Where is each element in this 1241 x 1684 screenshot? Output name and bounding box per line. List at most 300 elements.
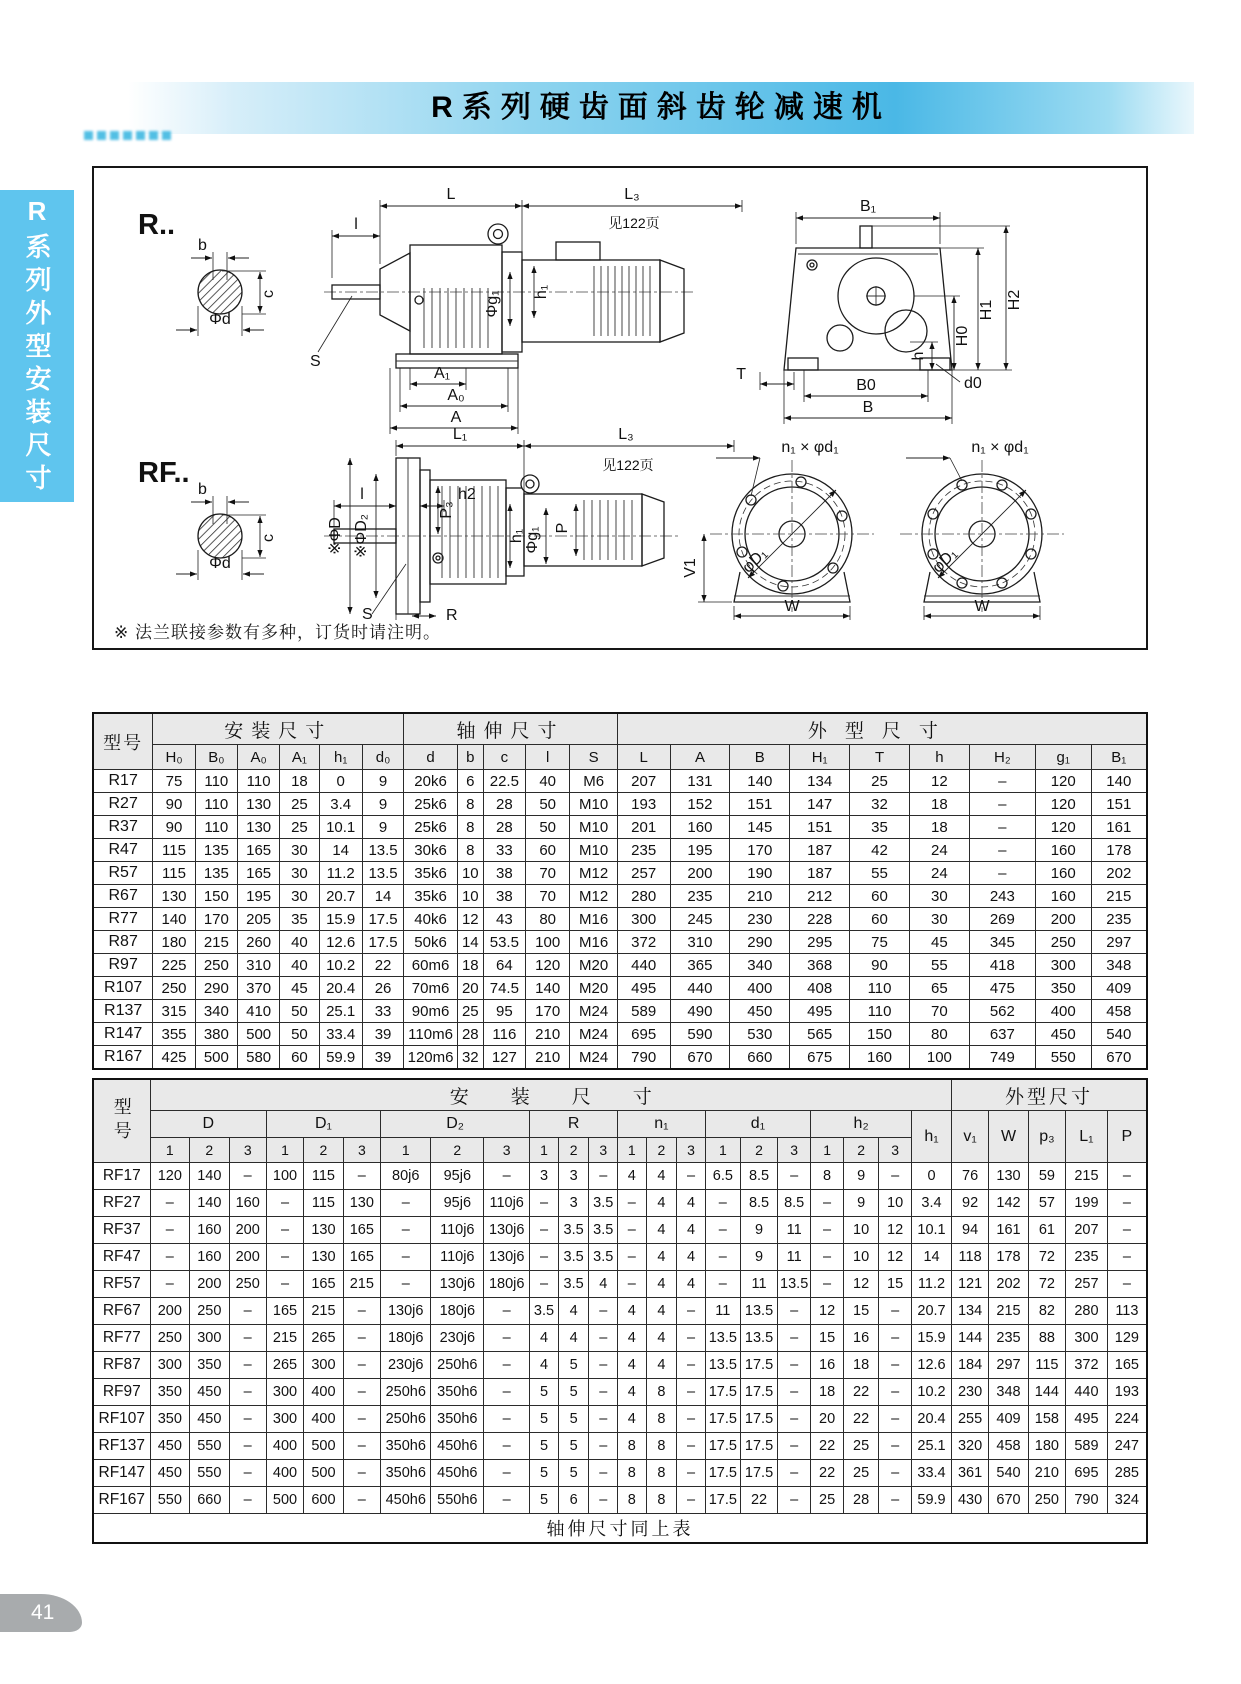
- value-cell: 324: [1107, 1487, 1147, 1514]
- value-cell: 92: [951, 1190, 988, 1217]
- model-cell: RF167: [93, 1487, 150, 1514]
- value-cell: 4: [677, 1217, 706, 1244]
- value-cell: 10: [844, 1217, 879, 1244]
- value-cell: 8: [646, 1406, 677, 1433]
- value-cell: 4: [618, 1406, 647, 1433]
- value-cell: 495: [790, 1000, 850, 1023]
- value-cell: –: [811, 1190, 844, 1217]
- dim-B: B: [862, 399, 874, 416]
- table-row: [93, 1244, 1147, 1271]
- value-cell: 42: [850, 839, 910, 862]
- value-cell: –: [677, 1352, 706, 1379]
- value-cell: 670: [989, 1487, 1029, 1514]
- value-cell: 600: [304, 1487, 344, 1514]
- value-cell: 8.5: [778, 1190, 811, 1217]
- value-cell: 115: [153, 839, 195, 862]
- value-cell: 8: [811, 1163, 844, 1190]
- value-cell: –: [343, 1298, 380, 1325]
- value-cell: –: [229, 1487, 266, 1514]
- value-cell: 200: [190, 1271, 230, 1298]
- value-cell: 300: [266, 1406, 303, 1433]
- dim-L1: L₁: [452, 426, 468, 443]
- value-cell: –: [705, 1217, 740, 1244]
- value-cell: 60m6: [404, 954, 458, 977]
- value-cell: 4: [530, 1325, 559, 1352]
- value-cell: 235: [1091, 908, 1147, 931]
- value-cell: 24: [909, 862, 969, 885]
- value-cell: 120: [1035, 793, 1091, 816]
- value-cell: 25: [280, 793, 319, 816]
- value-cell: 115: [304, 1190, 344, 1217]
- value-cell: 228: [790, 908, 850, 931]
- brand-logo: [84, 131, 172, 140]
- value-cell: 450: [1035, 1023, 1091, 1046]
- value-cell: –: [229, 1433, 266, 1460]
- value-cell: M16: [570, 931, 618, 954]
- value-cell: 3.5: [530, 1298, 559, 1325]
- value-cell: 450: [190, 1379, 230, 1406]
- value-cell: –: [266, 1271, 303, 1298]
- value-cell: 8: [618, 1487, 647, 1514]
- dim-A1: A₁: [433, 365, 451, 382]
- value-cell: 3: [558, 1190, 589, 1217]
- model-cell: R37: [93, 816, 153, 839]
- value-cell: 26: [362, 977, 403, 1000]
- dim-phi-D: ※ΦD: [327, 517, 344, 555]
- value-cell: 100: [909, 1046, 969, 1070]
- value-cell: –: [618, 1190, 647, 1217]
- value-cell: 450h6: [431, 1433, 484, 1460]
- value-cell: 670: [670, 1046, 730, 1070]
- value-cell: 12: [457, 908, 483, 931]
- value-cell: –: [589, 1325, 618, 1352]
- value-cell: –: [879, 1325, 912, 1352]
- col-header-L1: L₁: [1066, 1111, 1108, 1163]
- value-cell: –: [618, 1244, 647, 1271]
- drawing-panel: [92, 166, 1148, 650]
- value-cell: 160: [670, 816, 730, 839]
- value-cell: 4: [558, 1325, 589, 1352]
- value-cell: 408: [790, 977, 850, 1000]
- dim-B0: B0: [856, 377, 876, 394]
- value-cell: –: [778, 1406, 811, 1433]
- value-cell: 70: [526, 862, 570, 885]
- value-cell: M24: [570, 1000, 618, 1023]
- value-cell: 9: [362, 816, 403, 839]
- value-cell: 17.5: [362, 908, 403, 931]
- value-cell: 300: [266, 1379, 303, 1406]
- value-cell: 95j6: [431, 1190, 484, 1217]
- value-cell: –: [589, 1352, 618, 1379]
- value-cell: 215: [266, 1325, 303, 1352]
- table-row: [93, 1325, 1147, 1352]
- value-cell: 660: [730, 1046, 790, 1070]
- value-cell: 215: [195, 931, 237, 954]
- col-header: B₀: [195, 745, 237, 770]
- table-row: [93, 816, 1147, 839]
- col-header: 2: [844, 1138, 879, 1163]
- value-cell: 250: [1028, 1487, 1065, 1514]
- value-cell: 120: [1035, 770, 1091, 793]
- value-cell: 8: [457, 793, 483, 816]
- value-cell: 4: [646, 1352, 677, 1379]
- value-cell: 250h6: [381, 1379, 431, 1406]
- value-cell: 40: [526, 770, 570, 793]
- value-cell: 250: [229, 1271, 266, 1298]
- value-cell: 409: [1091, 977, 1147, 1000]
- value-cell: 215: [1091, 885, 1147, 908]
- value-cell: 30: [909, 885, 969, 908]
- value-cell: –: [778, 1352, 811, 1379]
- col-header: T: [850, 745, 910, 770]
- value-cell: 11: [778, 1244, 811, 1271]
- value-cell: 4: [618, 1298, 647, 1325]
- flange-note: ※ 法兰联接参数有多种，订货时请注明。: [114, 623, 441, 642]
- value-cell: 75: [850, 931, 910, 954]
- value-cell: 695: [1066, 1460, 1108, 1487]
- value-cell: 4: [530, 1352, 559, 1379]
- table-row: [93, 1298, 1147, 1325]
- value-cell: 15: [811, 1325, 844, 1352]
- value-cell: 230: [951, 1379, 988, 1406]
- value-cell: 637: [969, 1023, 1035, 1046]
- value-cell: 250h6: [381, 1406, 431, 1433]
- value-cell: 695: [617, 1023, 670, 1046]
- value-cell: 13.5: [705, 1325, 740, 1352]
- value-cell: 15.9: [319, 908, 362, 931]
- table-row: [93, 1271, 1147, 1298]
- value-cell: –: [266, 1244, 303, 1271]
- value-cell: 247: [1107, 1433, 1147, 1460]
- value-cell: 12: [811, 1298, 844, 1325]
- value-cell: 500: [266, 1487, 303, 1514]
- subgroup-header-d1: d₁: [705, 1111, 810, 1138]
- col-header: l: [526, 745, 570, 770]
- value-cell: 40: [280, 931, 319, 954]
- value-cell: M10: [570, 793, 618, 816]
- value-cell: 82: [1028, 1298, 1065, 1325]
- value-cell: 25.1: [912, 1433, 952, 1460]
- dim-h2: h2: [458, 486, 476, 503]
- value-cell: 22.5: [483, 770, 525, 793]
- value-cell: –: [879, 1298, 912, 1325]
- value-cell: 0: [319, 770, 362, 793]
- sidebar-tab: [0, 190, 74, 502]
- value-cell: 200: [229, 1217, 266, 1244]
- value-cell: 3.5: [589, 1244, 618, 1271]
- value-cell: 490: [670, 1000, 730, 1023]
- col-header: 3: [778, 1138, 811, 1163]
- value-cell: 340: [730, 954, 790, 977]
- value-cell: 17.5: [740, 1352, 777, 1379]
- value-cell: 3: [530, 1163, 559, 1190]
- value-cell: –: [778, 1163, 811, 1190]
- value-cell: 6: [457, 770, 483, 793]
- value-cell: 265: [304, 1325, 344, 1352]
- value-cell: 348: [989, 1379, 1029, 1406]
- dim-phi-d: Φd: [209, 311, 231, 328]
- value-cell: 147: [790, 793, 850, 816]
- value-cell: 130: [304, 1244, 344, 1271]
- value-cell: 350: [150, 1406, 190, 1433]
- value-cell: 53.5: [483, 931, 525, 954]
- value-cell: 6.5: [705, 1163, 740, 1190]
- dim-d0: d0: [964, 375, 982, 392]
- col-header: 2: [740, 1138, 777, 1163]
- table-row: [93, 862, 1147, 885]
- value-cell: 22: [362, 954, 403, 977]
- value-cell: 749: [969, 1046, 1035, 1070]
- value-cell: 121: [951, 1271, 988, 1298]
- value-cell: 10.2: [912, 1379, 952, 1406]
- model-cell: RF77: [93, 1325, 150, 1352]
- value-cell: 22: [844, 1406, 879, 1433]
- value-cell: 134: [951, 1298, 988, 1325]
- value-cell: 400: [266, 1460, 303, 1487]
- value-cell: –: [229, 1298, 266, 1325]
- value-cell: 297: [989, 1352, 1029, 1379]
- value-cell: 17.5: [705, 1379, 740, 1406]
- value-cell: –: [589, 1433, 618, 1460]
- value-cell: 17.5: [705, 1487, 740, 1514]
- value-cell: 10: [879, 1190, 912, 1217]
- value-cell: 10.1: [912, 1217, 952, 1244]
- dim-phi-D2: ※ΦD₂: [353, 514, 370, 558]
- col-header: 1: [381, 1138, 431, 1163]
- value-cell: –: [677, 1163, 706, 1190]
- value-cell: 20: [457, 977, 483, 1000]
- value-cell: –: [589, 1298, 618, 1325]
- value-cell: 178: [989, 1244, 1029, 1271]
- value-cell: 4: [618, 1352, 647, 1379]
- value-cell: 8: [646, 1379, 677, 1406]
- value-cell: 158: [1028, 1406, 1065, 1433]
- value-cell: 458: [989, 1433, 1029, 1460]
- value-cell: 589: [617, 1000, 670, 1023]
- value-cell: 72: [1028, 1271, 1065, 1298]
- value-cell: 60: [850, 885, 910, 908]
- value-cell: 250: [195, 954, 237, 977]
- dim-L3: L₃: [624, 186, 640, 203]
- value-cell: –: [381, 1217, 431, 1244]
- value-cell: 590: [670, 1023, 730, 1046]
- table-row: [93, 954, 1147, 977]
- col-header: 1: [618, 1138, 647, 1163]
- rf-flange-view-6hole: [682, 439, 874, 620]
- value-cell: 5: [530, 1460, 559, 1487]
- value-cell: 160: [190, 1217, 230, 1244]
- value-cell: 72: [1028, 1244, 1065, 1271]
- value-cell: 205: [237, 908, 279, 931]
- value-cell: 215: [304, 1298, 344, 1325]
- dim-B1: B₁: [859, 198, 877, 215]
- value-cell: 180: [1028, 1433, 1065, 1460]
- value-cell: 110j6: [431, 1244, 484, 1271]
- value-cell: 202: [1091, 862, 1147, 885]
- table-row: [93, 931, 1147, 954]
- value-cell: –: [1107, 1244, 1147, 1271]
- table-row: [93, 1000, 1147, 1023]
- value-cell: 540: [989, 1460, 1029, 1487]
- value-cell: 165: [266, 1298, 303, 1325]
- col-header: H₀: [153, 745, 195, 770]
- value-cell: 10: [844, 1244, 879, 1271]
- value-cell: 33.4: [912, 1460, 952, 1487]
- value-cell: 35k6: [404, 862, 458, 885]
- value-cell: 38: [483, 862, 525, 885]
- value-cell: 9: [740, 1244, 777, 1271]
- value-cell: 215: [343, 1271, 380, 1298]
- value-cell: –: [343, 1406, 380, 1433]
- model-cell: R167: [93, 1046, 153, 1070]
- value-cell: 115: [1028, 1352, 1065, 1379]
- value-cell: 160: [850, 1046, 910, 1070]
- value-cell: 76: [951, 1163, 988, 1190]
- value-cell: 4: [646, 1298, 677, 1325]
- dim-L3: L₃: [618, 426, 634, 443]
- subgroup-header-D2: D₂: [381, 1111, 530, 1138]
- dim-l: l: [354, 216, 358, 233]
- value-cell: 297: [1091, 931, 1147, 954]
- value-cell: 300: [1066, 1325, 1108, 1352]
- dim-P3: P₃: [438, 501, 455, 519]
- value-cell: 230j6: [381, 1352, 431, 1379]
- value-cell: 250: [1035, 931, 1091, 954]
- value-cell: –: [778, 1487, 811, 1514]
- value-cell: 24: [909, 839, 969, 862]
- value-cell: 300: [150, 1352, 190, 1379]
- technical-drawing: [94, 168, 1146, 620]
- dim-H2: H2: [1006, 289, 1023, 311]
- value-cell: 11: [740, 1271, 777, 1298]
- value-cell: 144: [1028, 1379, 1065, 1406]
- value-cell: 50k6: [404, 931, 458, 954]
- value-cell: 33.4: [319, 1023, 362, 1046]
- value-cell: 5: [530, 1379, 559, 1406]
- footer-note: 轴伸尺寸同上表: [93, 1514, 1147, 1544]
- value-cell: –: [484, 1379, 530, 1406]
- value-cell: –: [811, 1271, 844, 1298]
- value-cell: 440: [1066, 1379, 1108, 1406]
- value-cell: 187: [790, 862, 850, 885]
- value-cell: 365: [670, 954, 730, 977]
- value-cell: 12: [909, 770, 969, 793]
- value-cell: 20: [811, 1406, 844, 1433]
- value-cell: 55: [850, 862, 910, 885]
- value-cell: 5: [558, 1433, 589, 1460]
- value-cell: 550: [1035, 1046, 1091, 1070]
- model-cell: R27: [93, 793, 153, 816]
- value-cell: 550: [190, 1433, 230, 1460]
- value-cell: 193: [617, 793, 670, 816]
- model-cell: RF27: [93, 1190, 150, 1217]
- value-cell: –: [879, 1379, 912, 1406]
- value-cell: 300: [190, 1325, 230, 1352]
- value-cell: 8.5: [740, 1163, 777, 1190]
- value-cell: 80j6: [381, 1163, 431, 1190]
- value-cell: 17.5: [362, 931, 403, 954]
- table-row: [93, 1379, 1147, 1406]
- value-cell: 500: [304, 1460, 344, 1487]
- value-cell: 3.5: [558, 1244, 589, 1271]
- value-cell: 200: [150, 1298, 190, 1325]
- table-footer-row: [93, 1514, 1147, 1544]
- model-cell: RF57: [93, 1271, 150, 1298]
- value-cell: –: [484, 1406, 530, 1433]
- value-cell: –: [1107, 1163, 1147, 1190]
- value-cell: 9: [362, 793, 403, 816]
- table-row: [93, 977, 1147, 1000]
- value-cell: 290: [730, 931, 790, 954]
- value-cell: 215: [989, 1298, 1029, 1325]
- table-row: [93, 1433, 1147, 1460]
- dim-A: A: [450, 409, 462, 426]
- value-cell: 589: [1066, 1433, 1108, 1460]
- model-cell: R57: [93, 862, 153, 885]
- value-cell: 59.9: [912, 1487, 952, 1514]
- value-cell: 400: [266, 1433, 303, 1460]
- value-cell: –: [778, 1298, 811, 1325]
- value-cell: 30: [280, 839, 319, 862]
- dim-S: S: [310, 353, 321, 370]
- dim-n1xd1: n₁ × φd₁: [971, 439, 1029, 456]
- col-header: c: [483, 745, 525, 770]
- value-cell: –: [705, 1244, 740, 1271]
- value-cell: 550: [150, 1487, 190, 1514]
- value-cell: M16: [570, 908, 618, 931]
- value-cell: 60: [850, 908, 910, 931]
- value-cell: –: [618, 1217, 647, 1244]
- value-cell: 70: [909, 1000, 969, 1023]
- value-cell: 25.1: [319, 1000, 362, 1023]
- value-cell: 130: [153, 885, 195, 908]
- value-cell: 13.5: [362, 839, 403, 862]
- col-header: 2: [304, 1138, 344, 1163]
- dim-phi-D1: φD₁: [929, 545, 961, 577]
- value-cell: 165: [1107, 1352, 1147, 1379]
- value-cell: 212: [790, 885, 850, 908]
- value-cell: 5: [530, 1406, 559, 1433]
- value-cell: –: [879, 1163, 912, 1190]
- value-cell: 151: [1091, 793, 1147, 816]
- rf-flange-view-8hole: [900, 439, 1064, 620]
- dim-phi-d: Φd: [209, 555, 231, 572]
- col-header-v1: v₁: [951, 1111, 988, 1163]
- value-cell: 17.5: [740, 1433, 777, 1460]
- value-cell: 70: [526, 885, 570, 908]
- dim-h1: h₁: [533, 284, 550, 300]
- r-end-view: [736, 198, 1023, 424]
- value-cell: 8: [457, 839, 483, 862]
- col-header: B₁: [1091, 745, 1147, 770]
- value-cell: 280: [617, 885, 670, 908]
- value-cell: 199: [1066, 1190, 1108, 1217]
- value-cell: 28: [457, 1023, 483, 1046]
- value-cell: –: [1107, 1190, 1147, 1217]
- value-cell: 400: [730, 977, 790, 1000]
- value-cell: 300: [304, 1352, 344, 1379]
- value-cell: 145: [730, 816, 790, 839]
- value-cell: –: [484, 1325, 530, 1352]
- value-cell: 8: [646, 1487, 677, 1514]
- value-cell: 409: [989, 1406, 1029, 1433]
- value-cell: 200: [670, 862, 730, 885]
- value-cell: 135: [195, 862, 237, 885]
- dim-h1: h₁: [508, 528, 525, 544]
- value-cell: 201: [617, 816, 670, 839]
- col-header: A: [670, 745, 730, 770]
- value-cell: 495: [617, 977, 670, 1000]
